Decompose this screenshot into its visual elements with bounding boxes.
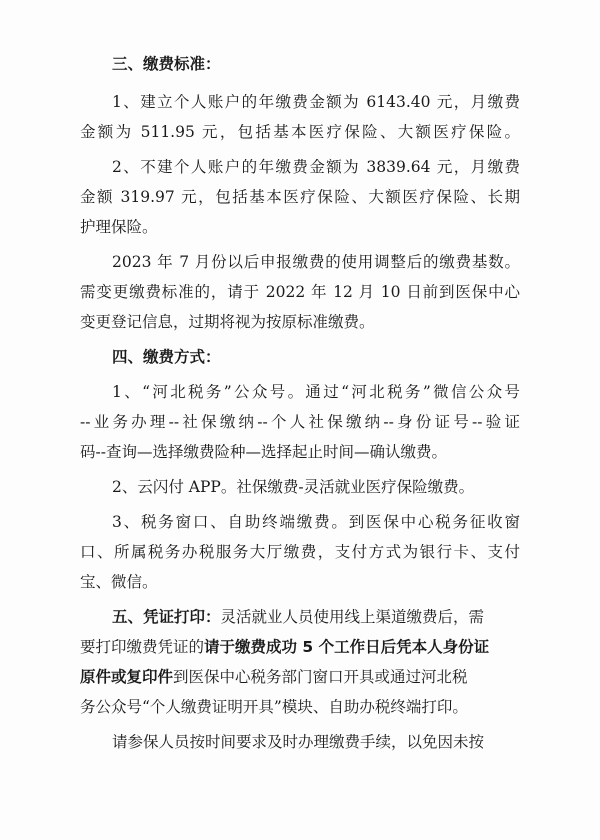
section-5-line-2-bold: 请于缴费成功 5 个工作日后凭本人身份证	[204, 638, 490, 656]
section-5-line-3	[80, 662, 520, 692]
section-5-line-3-plain: 到医保中心税务部门窗口开具或通过河北税	[173, 668, 468, 686]
section-5-heading: 五、凭证打印：	[112, 608, 221, 626]
section-4-item-2-line-1: 2、云闪付 APP。社保缴费-灵活就业医疗保险缴费。	[112, 478, 475, 496]
section-3-item-2-line-2: 金额 319.97 元，包括基本医疗保险、大额医疗保险、长期	[80, 188, 520, 206]
section-4-item-3-line-3: 宝、微信。	[80, 573, 158, 591]
section-4-heading: 四、缴费方式：	[112, 348, 221, 366]
section-4-item-3-line-2: 口、所属税务办税服务大厅缴费，支付方式为银行卡、支付	[80, 543, 520, 561]
section-3-note-line-1: 2023 年 7 月份以后申报缴费的使用调整后的缴费基数。	[112, 253, 520, 271]
section-3-note-line-2: 需变更缴费标准的，请于 2022 年 12 月 10 日前到医保中心	[80, 283, 520, 301]
section-3-item-2-line-1: 2、不建个人账户的年缴费金额为 3839.64 元，月缴费	[112, 158, 520, 176]
closing-line-1: 请参保人员按时间要求及时办理缴费手续，以免因未按	[112, 733, 485, 751]
section-5-line-1-text: 灵活就业人员使用线上渠道缴费后，需	[220, 608, 485, 626]
section-5-line-1	[80, 602, 520, 632]
section-3-note-line-3: 变更登记信息，过期将视为按原标准缴费。	[80, 313, 375, 331]
section-5-line-4: 务公众号“个人缴费证明开具”模块、自助办税终端打印。	[80, 698, 468, 716]
section-4-item-1-line-1: 1、“河北税务”公众号。通过“河北税务”微信公众号	[112, 383, 520, 401]
section-3-item-1-line-1: 1、建立个人账户的年缴费金额为 6143.40 元，月缴费	[112, 93, 520, 111]
section-3-item-2-line-3: 护理保险。	[80, 218, 158, 236]
section-3-item-1-line-2: 金额为 511.95 元，包括基本医疗保险、大额医疗保险。	[80, 123, 520, 141]
section-5-line-2-plain: 要打印缴费凭证的	[80, 638, 205, 656]
section-5-line-2	[80, 632, 520, 662]
section-4-item-1-line-3: 码--查询—选择缴费险种—选择起止时间—确认缴费。	[80, 443, 447, 461]
section-3-heading: 三、缴费标准：	[112, 55, 221, 73]
section-4-item-1-line-2: --业务办理--社保缴纳--个人社保缴纳--身份证号--验证	[80, 413, 520, 431]
section-5-line-3-bold: 原件或复印件	[80, 668, 174, 686]
section-4-item-3-line-1: 3、税务窗口、自助终端缴费。到医保中心税务征收窗	[112, 513, 520, 531]
